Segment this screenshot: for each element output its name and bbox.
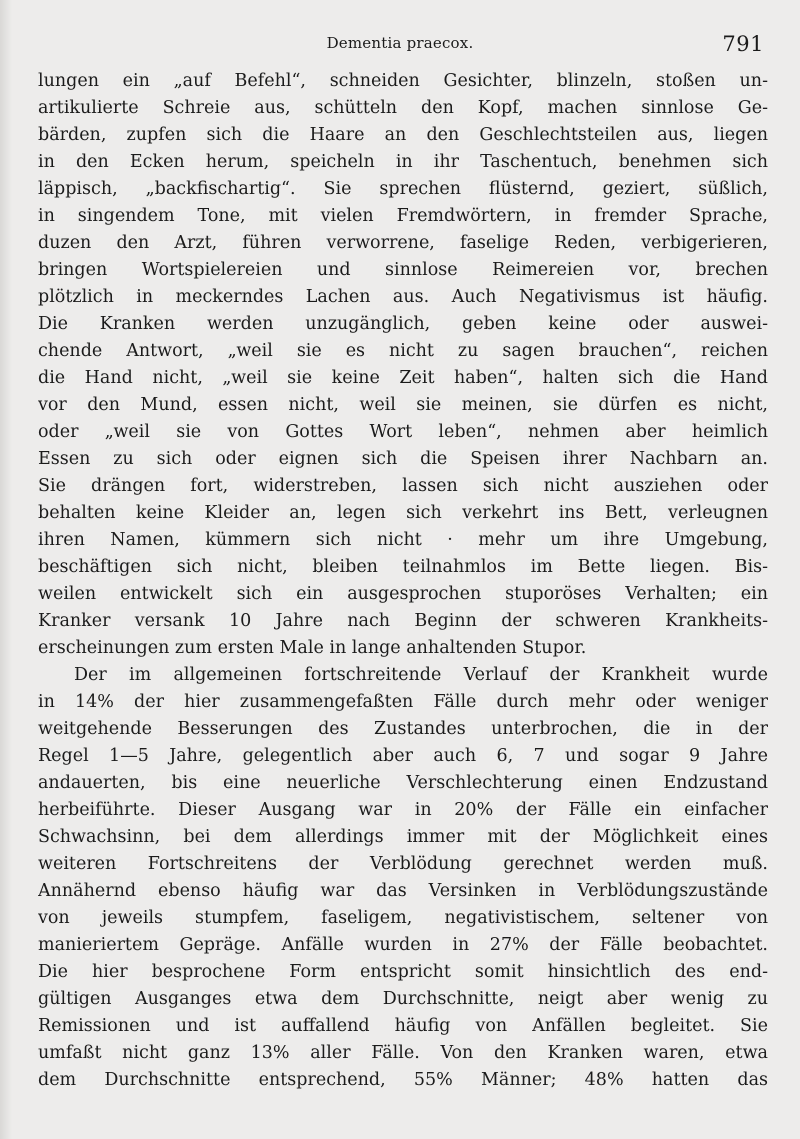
text-line: vor den Mund, essen nicht, weil sie meinen, sie dürfen es nicht, <box>38 395 768 415</box>
text-line: gültigen Ausganges etwa dem Durchschnitte, neigt aber wenig zu <box>38 989 768 1009</box>
text-line: Annähernd ebenso häufig war das Versinken in Verblödungszustände <box>38 881 768 901</box>
text-line: weiteren Fortschreitens der Verblödung gerechnet werden muß. <box>38 854 768 874</box>
text-line: weitgehende Besserungen des Zustandes unterbrochen, die in der <box>38 719 768 739</box>
page-gutter-shadow <box>0 0 12 1139</box>
text-line: Kranker versank 10 Jahre nach Beginn der schweren Krankheits- <box>38 611 768 631</box>
text-line: beschäftigen sich nicht, bleiben teilnahmlos im Bette liegen. Bis- <box>38 557 768 577</box>
text-line: herbeiführte. Dieser Ausgang war in 20% der Fälle ein einfacher <box>38 800 768 820</box>
text-line: in den Ecken herum, speicheln in ihr Taschentuch, benehmen sich <box>38 152 768 172</box>
text-line: plötzlich in meckerndes Lachen aus. Auch Negativismus ist häufig. <box>38 287 768 307</box>
text-line: Remissionen und ist auffallend häufig von Anfällen begleitet. Sie <box>38 1016 768 1036</box>
text-line: dem Durchschnitte entsprechend, 55% Männer; 48% hatten das <box>38 1070 768 1090</box>
text-line: Die hier besprochene Form entspricht somit hinsichtlich des end- <box>38 962 768 982</box>
text-line: artikulierte Schreie aus, schütteln den Kopf, machen sinnlose Ge- <box>38 98 768 118</box>
text-line: behalten keine Kleider an, legen sich verkehrt ins Bett, verleugnen <box>38 503 768 523</box>
text-line: andauerten, bis eine neuerliche Verschlechterung einen Endzustand <box>38 773 768 793</box>
text-line: läppisch, „backfischartig“. Sie sprechen flüsternd, geziert, süßlich, <box>38 179 768 199</box>
text-line: bringen Wortspielereien und sinnlose Reimereien vor, brechen <box>38 260 768 280</box>
text-line: Sie drängen fort, widerstreben, lassen sich nicht ausziehen oder <box>38 476 768 496</box>
text-line: duzen den Arzt, führen verworrene, faselige Reden, verbigerieren, <box>38 233 768 253</box>
paragraph-end-line: erscheinungen zum ersten Male in lange anhaltenden Stupor. <box>38 638 587 658</box>
paragraph-start-line: Der im allgemeinen fortschreitende Verlauf der Krankheit wurde <box>74 665 768 685</box>
text-line: in 14% der hier zusammengefaßten Fälle durch mehr oder weniger <box>38 692 768 712</box>
running-head <box>0 32 800 56</box>
page-number: 791 <box>722 32 764 56</box>
running-title: Dementia praecox. <box>326 34 474 52</box>
text-line: Schwachsinn, bei dem allerdings immer mit der Möglichkeit eines <box>38 827 768 847</box>
text-line: oder „weil sie von Gottes Wort leben“, nehmen aber heimlich <box>38 422 768 442</box>
text-line: in singendem Tone, mit vielen Fremdwörtern, in fremder Sprache, <box>38 206 768 226</box>
text-line: von jeweils stumpfem, faseligem, negativistischem, seltener von <box>38 908 768 928</box>
text-line: die Hand nicht, „weil sie keine Zeit haben“, halten sich die Hand <box>38 368 768 388</box>
text-line: weilen entwickelt sich ein ausgesprochen stuporöses Verhalten; ein <box>38 584 768 604</box>
text-line: manieriertem Gepräge. Anfälle wurden in 27% der Fälle beobachtet. <box>38 935 768 955</box>
text-line: bärden, zupfen sich die Haare an den Geschlechtsteilen aus, liegen <box>38 125 768 145</box>
text-line: ihren Namen, kümmern sich nicht · mehr um ihre Umgebung, <box>38 530 768 550</box>
text-line: lungen ein „auf Befehl“, schneiden Gesichter, blinzeln, stoßen un- <box>38 71 768 91</box>
body-text <box>38 68 768 1094</box>
text-line: chende Antwort, „weil sie es nicht zu sagen brauchen“, reichen <box>38 341 768 361</box>
text-line: Regel 1—5 Jahre, gelegentlich aber auch 6, 7 und sogar 9 Jahre <box>38 746 768 766</box>
text-line: umfaßt nicht ganz 13% aller Fälle. Von den Kranken waren, etwa <box>38 1043 768 1063</box>
text-line: Die Kranken werden unzugänglich, geben keine oder auswei- <box>38 314 768 334</box>
text-line: Essen zu sich oder eignen sich die Speisen ihrer Nachbarn an. <box>38 449 768 469</box>
